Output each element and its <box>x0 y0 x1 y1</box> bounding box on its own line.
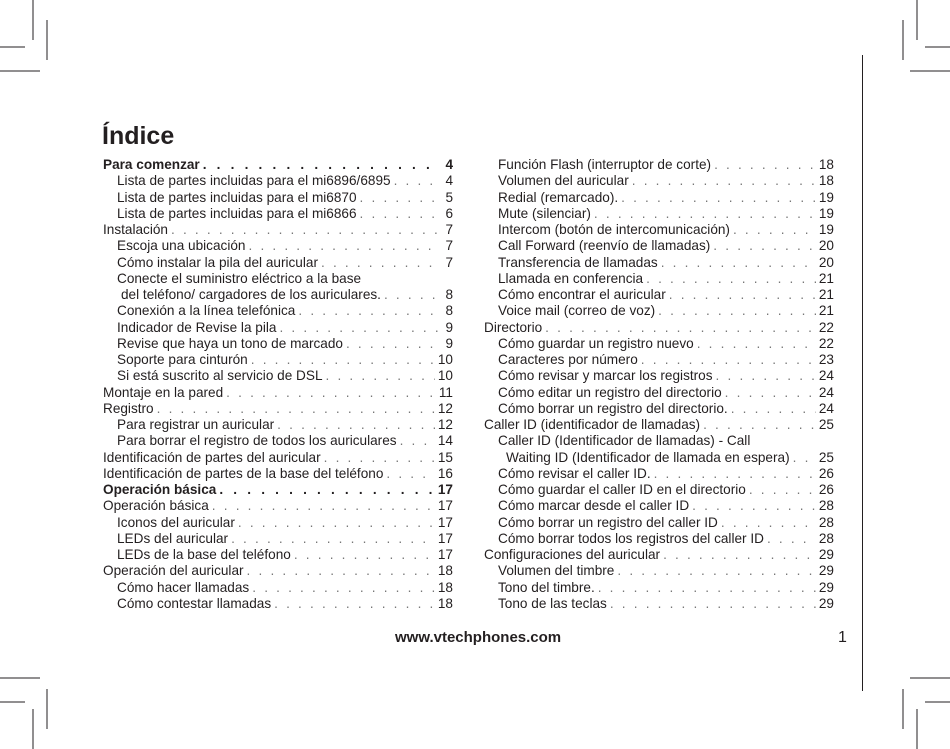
dot-leader <box>697 336 816 352</box>
toc-entry-title: Cómo editar un registro del directorio <box>498 384 722 400</box>
toc-entry-title: Call Forward (reenvío de llamadas) <box>498 238 711 254</box>
toc-entry <box>484 580 834 596</box>
toc-entry <box>103 547 453 563</box>
toc-entry-title: Cómo encontrar el auricular <box>498 287 666 302</box>
toc-entry-title: Cómo revisar y marcar los registros <box>498 368 713 384</box>
toc-entry <box>484 303 834 319</box>
toc-entry <box>103 563 453 579</box>
toc-entry-page: 21 <box>818 270 834 286</box>
dot-leader <box>298 303 440 319</box>
toc-entry <box>103 206 453 222</box>
toc-entry <box>484 157 834 173</box>
toc-entry <box>484 466 834 482</box>
dot-leader <box>251 352 435 368</box>
toc-entry <box>103 466 453 482</box>
dot-leader <box>274 596 435 612</box>
toc-entry-page: 21 <box>818 287 834 302</box>
margin-rule <box>862 55 863 691</box>
toc-entry-title: Revise que haya un tono de marcado <box>117 335 343 351</box>
toc-entry-page: 4 <box>445 173 453 189</box>
toc-entry-page: 10 <box>437 352 453 367</box>
toc-entry-title: Caller ID (Identificador de llamadas) - Call <box>498 433 751 449</box>
toc-entry <box>103 531 453 547</box>
toc-entry <box>103 368 453 384</box>
toc-entry-page: 18 <box>818 157 834 172</box>
toc-entry-title: Tono del timbre. <box>498 579 595 595</box>
dot-leader <box>721 515 816 531</box>
toc-entry <box>484 238 834 254</box>
toc-entry-page: 18 <box>818 173 834 189</box>
toc-entry-title: Cómo borrar un registro del caller ID <box>498 514 718 530</box>
toc-entry-page: 21 <box>818 303 834 319</box>
dot-leader <box>725 385 816 401</box>
toc-entry-page: 18 <box>437 563 453 579</box>
toc-entry-title: Identificación de partes del auricular <box>103 449 321 465</box>
toc-entry <box>484 563 834 579</box>
toc-entry-page: 29 <box>818 547 834 562</box>
toc-entry <box>103 222 453 238</box>
dot-leader <box>621 190 816 206</box>
toc-entry <box>103 287 453 303</box>
toc-entry-page: 28 <box>818 514 834 530</box>
dot-leader <box>360 206 440 222</box>
dot-leader <box>610 596 816 612</box>
toc-entry <box>103 596 453 612</box>
toc-entry-page: 5 <box>445 189 453 205</box>
toc-entry-page: 26 <box>818 482 834 497</box>
toc-entry <box>103 271 453 287</box>
toc-entry-title: Para registrar un auricular <box>117 417 275 432</box>
dot-leader <box>594 206 816 222</box>
dot-leader <box>661 255 816 271</box>
toc-entry-title: Mute (silenciar) <box>498 205 591 221</box>
toc-entry-title: Conexión a la línea telefónica <box>117 303 296 319</box>
toc-entry-title: Cómo revisar el caller ID. <box>498 465 651 481</box>
toc-entry <box>484 482 834 498</box>
toc-entry-page: 10 <box>437 368 453 384</box>
toc-entry <box>484 287 834 303</box>
toc-entry-page: 25 <box>818 449 834 465</box>
toc-entry-page: 17 <box>437 498 453 514</box>
toc-entry <box>103 450 453 466</box>
toc-entry-title: Operación del auricular <box>103 563 244 579</box>
toc-entry-title: Lista de partes incluidas para el mi6866 <box>117 205 357 221</box>
toc-entry-page: 24 <box>818 384 834 400</box>
toc-entry-title: Para borrar el registro de todos los auriculares <box>117 433 397 449</box>
toc-entry-title: LEDs del auricular <box>117 530 229 546</box>
toc-entry-page: 28 <box>818 498 834 514</box>
toc-entry-title: Cómo borrar un registro del directorio. <box>498 400 728 416</box>
toc-entry-page: 20 <box>818 238 834 254</box>
dot-leader <box>703 417 816 433</box>
dot-leader <box>226 385 436 401</box>
toc-entry-page: 9 <box>445 319 453 335</box>
toc-entry-page: 16 <box>437 465 453 481</box>
toc-entry-page <box>824 433 834 449</box>
toc-entry-page: 11 <box>438 384 453 400</box>
toc-entry <box>103 255 453 271</box>
toc-entry-page: 29 <box>818 579 834 595</box>
toc-entry <box>103 190 453 206</box>
dot-leader <box>321 255 440 271</box>
toc-entry-page: 17 <box>437 482 453 497</box>
toc-entry-page: 29 <box>818 595 834 611</box>
toc-entry-title: Soporte para cinturón <box>117 352 248 367</box>
toc-entry-page: 7 <box>445 238 453 254</box>
dot-leader <box>386 466 434 482</box>
toc-entry-page: 19 <box>818 222 834 237</box>
toc-entry <box>103 385 453 401</box>
toc-entry-title: Operación básica <box>103 498 209 514</box>
toc-entry <box>103 303 453 319</box>
page-number: 1 <box>838 629 847 646</box>
dot-leader <box>749 482 816 498</box>
toc-entry <box>484 596 834 612</box>
dot-leader <box>669 287 816 303</box>
toc-entry-title: LEDs de la base del teléfono <box>117 547 291 562</box>
toc-entry <box>103 157 453 173</box>
footer-url: www.vtechphones.com <box>395 629 562 646</box>
toc-entry-title: Conecte el suministro eléctrico a la base <box>117 270 362 286</box>
toc-entry-title: Registro <box>103 400 154 416</box>
toc-entry-title: Lista de partes incluidas para el mi6896/6895 <box>117 173 391 189</box>
toc-entry-page: 19 <box>818 205 834 221</box>
toc-entry <box>484 531 834 547</box>
toc-entry <box>484 385 834 401</box>
dot-leader <box>238 515 435 531</box>
dot-leader <box>632 173 816 189</box>
toc-entry-title: Tono de las teclas <box>498 595 607 611</box>
toc-entry-page: 26 <box>818 465 834 481</box>
dot-leader <box>731 401 816 417</box>
toc-entry <box>484 417 834 433</box>
dot-leader <box>641 352 816 368</box>
toc-right-column <box>484 157 834 612</box>
dot-leader <box>294 547 435 563</box>
toc-entry-title: Volumen del timbre <box>498 563 615 579</box>
toc-entry-page: 19 <box>818 189 834 205</box>
dot-leader <box>617 563 816 579</box>
toc-entry-page: 24 <box>818 368 834 384</box>
toc-entry-page: 18 <box>437 595 453 611</box>
dot-leader <box>247 563 435 579</box>
toc-entry-page: 15 <box>437 449 453 465</box>
toc-entry-page: 8 <box>445 303 453 319</box>
dot-leader <box>767 531 816 547</box>
toc-entry <box>103 482 453 498</box>
toc-entry-page: 22 <box>818 335 834 351</box>
toc-entry <box>484 515 834 531</box>
dot-leader <box>733 222 816 238</box>
dot-leader <box>692 498 816 514</box>
dot-leader <box>713 238 816 254</box>
dot-leader <box>231 531 435 547</box>
toc-entry-page: 18 <box>437 579 453 595</box>
toc-entry-title: Indicador de Revise la pila <box>117 319 277 335</box>
dot-leader <box>793 450 816 466</box>
dot-leader <box>716 368 816 384</box>
toc-entry <box>484 336 834 352</box>
toc-entry-title: Instalación <box>103 222 168 237</box>
dot-leader <box>384 287 440 303</box>
toc-entry-title: Montaje en la pared <box>103 384 224 400</box>
toc-entry-title: Cómo contestar llamadas <box>117 595 272 611</box>
dot-leader <box>663 547 816 563</box>
toc-entry-title: Caracteres por número <box>498 352 638 367</box>
toc-entry <box>103 320 453 336</box>
toc-entry-title: Transferencia de llamadas <box>498 254 658 270</box>
toc-entry-title: Configuraciones del auricular <box>484 547 661 562</box>
toc-entry-page: 17 <box>437 530 453 546</box>
dot-leader <box>346 336 440 352</box>
dot-leader <box>646 271 816 287</box>
toc-entry-page: 22 <box>818 319 834 335</box>
toc-entry-title: Cómo borrar todos los registros del caller ID <box>498 530 764 546</box>
toc-entry <box>103 515 453 531</box>
toc-entry <box>484 222 834 238</box>
dot-leader <box>157 401 435 417</box>
dot-leader <box>658 303 816 319</box>
toc-left-column <box>103 157 453 612</box>
dot-leader <box>394 173 440 189</box>
dot-leader <box>654 466 816 482</box>
toc-entry-title: Voice mail (correo de voz) <box>498 303 656 319</box>
toc-entry-title: Redial (remarcado). <box>498 189 619 205</box>
toc-entry-title: del teléfono/ cargadores de los auriculares. <box>121 287 381 302</box>
toc-entry-title: Cómo instalar la pila del auricular <box>117 254 318 270</box>
toc-entry-page: 17 <box>437 547 453 562</box>
dot-leader <box>277 417 435 433</box>
toc-entry-title: Cómo hacer llamadas <box>117 579 250 595</box>
dot-leader <box>248 238 440 254</box>
toc-entry-title: Operación básica <box>103 482 217 497</box>
toc-entry <box>103 173 453 189</box>
toc-entry-page: 6 <box>445 205 453 221</box>
toc-entry-title: Cómo guardar el caller ID en el directorio <box>498 482 746 497</box>
toc-entry-title: Para comenzar <box>103 157 200 172</box>
toc-entry-title: Iconos del auricular <box>117 514 235 530</box>
toc-entry-page: 23 <box>818 352 834 367</box>
toc-entry <box>484 352 834 368</box>
toc-entry-title: Si está suscrito al servicio de DSL <box>117 368 323 384</box>
toc-entry <box>484 173 834 189</box>
toc-entry-page: 4 <box>445 157 453 172</box>
toc-entry <box>484 401 834 417</box>
toc-entry-title: Caller ID (identificador de llamadas) <box>484 417 701 432</box>
toc-entry <box>484 450 834 466</box>
toc-entry <box>484 368 834 384</box>
toc-entry <box>484 255 834 271</box>
dot-leader <box>326 368 435 384</box>
dot-leader <box>203 157 440 173</box>
toc-entry <box>103 238 453 254</box>
toc-entry-title: Volumen del auricular <box>498 173 629 189</box>
dot-leader <box>598 580 816 596</box>
toc-entry <box>484 206 834 222</box>
toc-entry-page: 12 <box>437 417 453 432</box>
toc-entry <box>103 401 453 417</box>
toc-entry-title: Directorio <box>484 319 543 335</box>
toc-entry-page: 14 <box>437 433 453 449</box>
toc-entry-title: Lista de partes incluidas para el mi6870 <box>117 189 357 205</box>
toc-entry-title: Escoja una ubicación <box>117 238 246 254</box>
toc-entry-title: Función Flash (interruptor de corte) <box>498 157 712 172</box>
toc-entry-title: Llamada en conferencia <box>498 270 644 286</box>
toc-entry-page: 12 <box>437 400 453 416</box>
toc-entry-page: 17 <box>437 514 453 530</box>
toc-entry-page: 7 <box>445 222 453 237</box>
dot-leader <box>212 498 435 514</box>
dot-leader <box>324 450 435 466</box>
toc-entry <box>103 433 453 449</box>
toc-entry-page: 28 <box>818 530 834 546</box>
toc-entry-page: 7 <box>445 254 453 270</box>
toc-entry-page <box>443 271 453 287</box>
dot-leader <box>400 433 435 449</box>
toc-entry <box>103 336 453 352</box>
toc-entry-title: Identificación de partes de la base del teléfono <box>103 465 384 481</box>
toc-entry-title: Intercom (botón de intercomunicación) <box>498 222 730 237</box>
toc-entry <box>103 498 453 514</box>
toc-entry-page: 29 <box>818 563 834 579</box>
dot-leader <box>279 320 440 336</box>
dot-leader <box>252 580 435 596</box>
dot-leader <box>360 190 440 206</box>
toc-entry-page: 24 <box>818 400 834 416</box>
toc-entry-title: Cómo guardar un registro nuevo <box>498 335 694 351</box>
dot-leader <box>714 157 816 173</box>
toc-entry <box>103 580 453 596</box>
toc-entry <box>484 547 834 563</box>
dot-leader <box>219 482 435 498</box>
toc-entry <box>103 417 453 433</box>
toc-entry-title: Waiting ID (Identificador de llamada en espera) <box>506 449 790 465</box>
toc-entry <box>103 352 453 368</box>
toc-entry-page: 9 <box>445 335 453 351</box>
toc-entry-page: 20 <box>818 254 834 270</box>
toc-entry <box>484 433 834 449</box>
page-title: Índice <box>102 122 175 150</box>
toc-entry-title: Cómo marcar desde el caller ID <box>498 498 690 514</box>
dot-leader <box>171 222 440 238</box>
toc-entry-page: 8 <box>445 287 453 302</box>
dot-leader <box>545 320 816 336</box>
toc-entry-page: 25 <box>818 417 834 432</box>
toc-entry <box>484 271 834 287</box>
toc-entry <box>484 498 834 514</box>
toc-entry <box>484 190 834 206</box>
toc-entry <box>484 320 834 336</box>
